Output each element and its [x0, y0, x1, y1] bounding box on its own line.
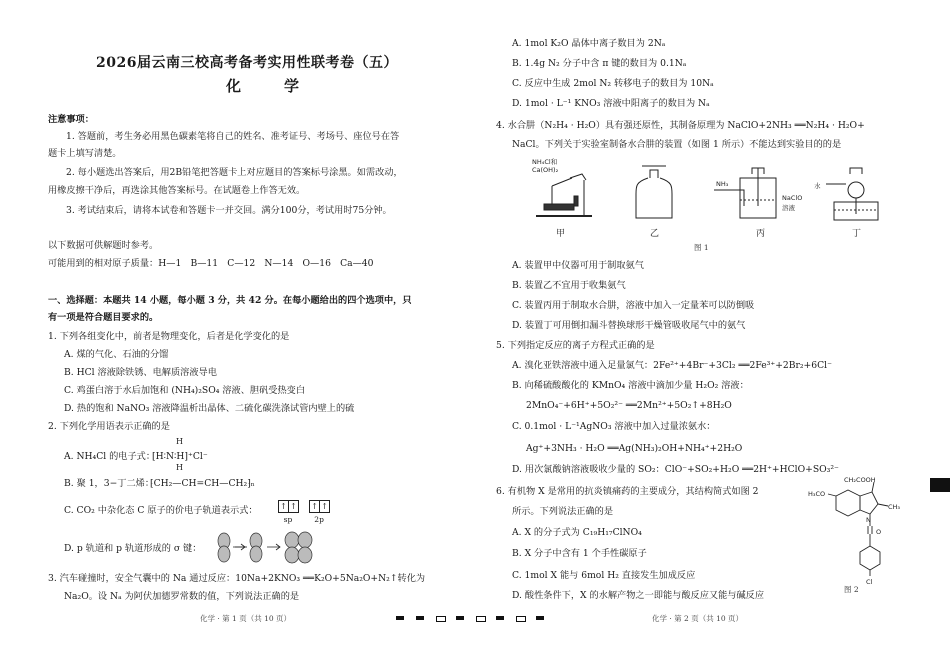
q5-option-b-eq: 2MnO₄⁻+6H⁺+5O₂²⁻ ══2Mn²⁺+5O₂↑+8H₂O [526, 400, 732, 411]
q1-option-c: C. 鸡蛋白溶于水后加饱和 (NH₄)₂SO₄ 溶液、胆矾受热变白 [64, 385, 306, 396]
q3-option-b: B. 1.4g N₂ 分子中含 π 键的数目为 0.1Nₐ [512, 58, 687, 69]
notice-heading: 注意事项： [48, 114, 94, 125]
electron-dot-h-top: H [176, 437, 183, 446]
notice-line: 2. 每小题选出答案后，用2B铅笔把答题卡上对应题目的答案标号涂黑。如需改动， [66, 167, 403, 178]
notice-line: 3. 考试结束后，请将本试卷和答题卡一并交回。满分100分，考试用时75分钟。 [66, 205, 392, 216]
apparatus-figure [532, 156, 902, 246]
q2-option-c: C. CO₂ 中杂化态 C 原子的价电子轨道表示式： [64, 505, 258, 516]
figure2-caption: 图 2 [844, 585, 859, 594]
subject-title: 化 学 [226, 77, 314, 95]
polymer-formula: ⁅CH₂—CH=CH—CH₂⁆ₙ [150, 478, 255, 489]
q3-line: 3. 汽车碰撞时，安全气囊中的 Na 通过反应：10Na+2KNO₃ ══K₂O+5Na₂O+N₂↑转化为 [48, 573, 426, 584]
q4-option-c: C. 装置丙用于制取水合肼，溶液中加入一定量苯可以防倒吸 [512, 300, 755, 311]
sp-label: sp [283, 515, 293, 524]
notice-line: 题卡上填写清楚。 [48, 148, 122, 159]
q3-option-c: C. 反应中生成 2mol N₂ 转移电子的数目为 10Nₐ [512, 78, 714, 89]
exam-title: 2026届云南三校高考备考实用性联考卷（五） [96, 55, 398, 71]
q2-option-b: B. 聚 1，3−丁二烯： [64, 478, 155, 489]
fig-label-solution: 溶液 [782, 204, 795, 212]
struct-cl: Cl [866, 578, 873, 586]
print-mark [436, 616, 446, 622]
fig-label-reagent-2: Ca(OH)₂ [532, 166, 559, 174]
fig-label-bing: 丙 [756, 229, 766, 239]
q1-option-b: B. HCl 溶液除铁锈、电解质溶液导电 [64, 367, 217, 378]
q2-stem: 2. 下列化学用语表示正确的是 [48, 421, 170, 432]
right-page [476, 0, 950, 654]
footer-page-2: 化学 · 第 2 页（共 10 页） [652, 614, 744, 623]
fig-label-naclo: NaClO [782, 194, 803, 202]
q4-option-a: A. 装置甲中仪器可用于制取氨气 [512, 260, 644, 271]
q3-option-d: D. 1mol · L⁻¹ KNO₃ 溶液中阳离子的数目为 Nₐ [512, 98, 710, 109]
2p-label: 2p [314, 515, 324, 524]
q1-option-a: A. 煤的气化、石油的分馏 [64, 349, 169, 360]
orbital-box: ↑ [309, 500, 320, 513]
fig-label-water: 水 [814, 182, 821, 190]
q1-option-d: D. 热的饱和 NaNO₃ 溶液降温析出晶体、二硫化碳洗涤试管内壁上的硫 [64, 403, 355, 414]
q5-option-c: C. 0.1mol · L⁻¹AgNO₃ 溶液中加入过量浓氨水： [512, 421, 716, 432]
footer-page-1: 化学 · 第 1 页（共 10 页） [200, 614, 292, 623]
q4-line: 4. 水合肼（N₂H₄ · H₂O）具有强还原性，其制备原理为 NaClO+2NH₃ ══N₂H₄ · H₂O+ [496, 120, 865, 131]
q5-option-c-eq: Ag⁺+3NH₃ · H₂O ══Ag(NH₃)₂OH+NH₄⁺+2H₂O [526, 443, 743, 454]
q6-option-b: B. X 分子中含有 1 个手性碳原子 [512, 548, 647, 559]
q6-line: 6. 有机物 X 是常用的抗炎镇痛药的主要成分，其结构简式如图 2 [496, 486, 759, 497]
q6-option-c: C. 1mol X 能与 6mol H₂ 直接发生加成反应 [512, 570, 696, 581]
struct-h3co: H₃CO [808, 490, 826, 498]
q3-option-a: A. 1mol K₂O 晶体中离子数目为 2Nₐ [512, 38, 666, 49]
fig-label-nh3: NH₃ [716, 180, 729, 188]
struct-n: N [866, 516, 871, 524]
q2-option-a: A. NH₄Cl 的电子式： [64, 451, 156, 462]
q1-stem: 1. 下列各组变化中，前者是物理变化，后者是化学变化的是 [48, 331, 290, 342]
q5-option-a: A. 溴化亚铁溶液中通入足量氯气：2Fe²⁺+4Br⁻+3Cl₂ ══2Fe³⁺+2Br₂+6Cl⁻ [512, 360, 832, 371]
q6-line: 所示。下列说法正确的是 [512, 506, 614, 517]
edge-tab [930, 478, 950, 492]
struct-ch3: CH₃ [888, 503, 901, 511]
q6-option-a: A. X 的分子式为 C₁₉H₁₇ClNO₄ [512, 527, 642, 538]
fig-label-reagent: NH₄Cl和 [532, 158, 558, 166]
q4-option-b: B. 装置乙不宜用于收集氨气 [512, 280, 626, 291]
q2-option-d: D. p 轨道和 p 轨道形成的 σ 键： [64, 543, 202, 554]
struct-o: O [876, 528, 882, 536]
figure1-caption: 图 1 [694, 243, 709, 252]
section-heading: 有一项是符合题目要求的。 [48, 312, 159, 323]
electron-dot-formula: [H∶N∶H]⁺Cl⁻ [152, 451, 208, 462]
struct-ch2cooh: CH₂COOH [844, 476, 876, 484]
fig-label-jia: 甲 [556, 229, 566, 239]
q5-stem: 5. 下列指定反应的离子方程式正确的是 [496, 340, 655, 351]
print-mark [416, 616, 424, 620]
q4-line: NaCl。下列关于实验室制备水合肼的装置（如图 1 所示）不能达到实验目的的是 [512, 139, 842, 150]
orbital-diagram [278, 496, 329, 524]
section-heading: 一、选择题：本题共 14 小题，每小题 3 分，共 42 分。在每小题给出的四个选项中，只 [48, 295, 412, 306]
notice-line: 用橡皮擦干净后，再选涂其他答案标号。在试题卷上作答无效。 [48, 185, 306, 196]
q6-option-d: D. 酸性条件下，X 的水解产物之一即能与酸反应又能与碱反应 [512, 590, 765, 601]
print-mark [396, 616, 404, 620]
fig-label-ding: 丁 [852, 229, 862, 239]
sigma-bond-figure [212, 528, 332, 566]
orbital-box: ↑ [278, 500, 289, 513]
electron-dot-h-bottom: H [176, 463, 183, 472]
ref-line: 以下数据可供解题时参考。 [48, 240, 159, 251]
print-mark [456, 616, 464, 620]
q5-option-d: D. 用次氯酸钠溶液吸收少量的 SO₂：ClO⁻+SO₂+H₂O ══2H⁺+HClO+SO₃²⁻ [512, 464, 839, 475]
q3-line: Na₂O。设 Nₐ 为阿伏加德罗常数的值，下列说法正确的是 [64, 591, 300, 602]
q4-option-d: D. 装置丁可用倒扣漏斗替换球形干燥管吸收尾气中的氨气 [512, 320, 746, 331]
notice-line: 1. 答题前，考生务必用黑色碳素笔将自己的姓名、准考证号、考场号、座位号在答 [66, 131, 400, 142]
orbital-box: ↑ [288, 500, 299, 513]
fig-label-yi: 乙 [650, 229, 660, 239]
atomic-mass-line: 可能用到的相对原子质量：H—1 B—11 C—12 N—14 O—16 Ca—40 [48, 258, 374, 269]
structure-figure [808, 476, 918, 596]
orbital-box: ↑ [319, 500, 330, 513]
q5-option-b: B. 向稀硫酸酸化的 KMnO₄ 溶液中滴加少量 H₂O₂ 溶液： [512, 380, 749, 391]
